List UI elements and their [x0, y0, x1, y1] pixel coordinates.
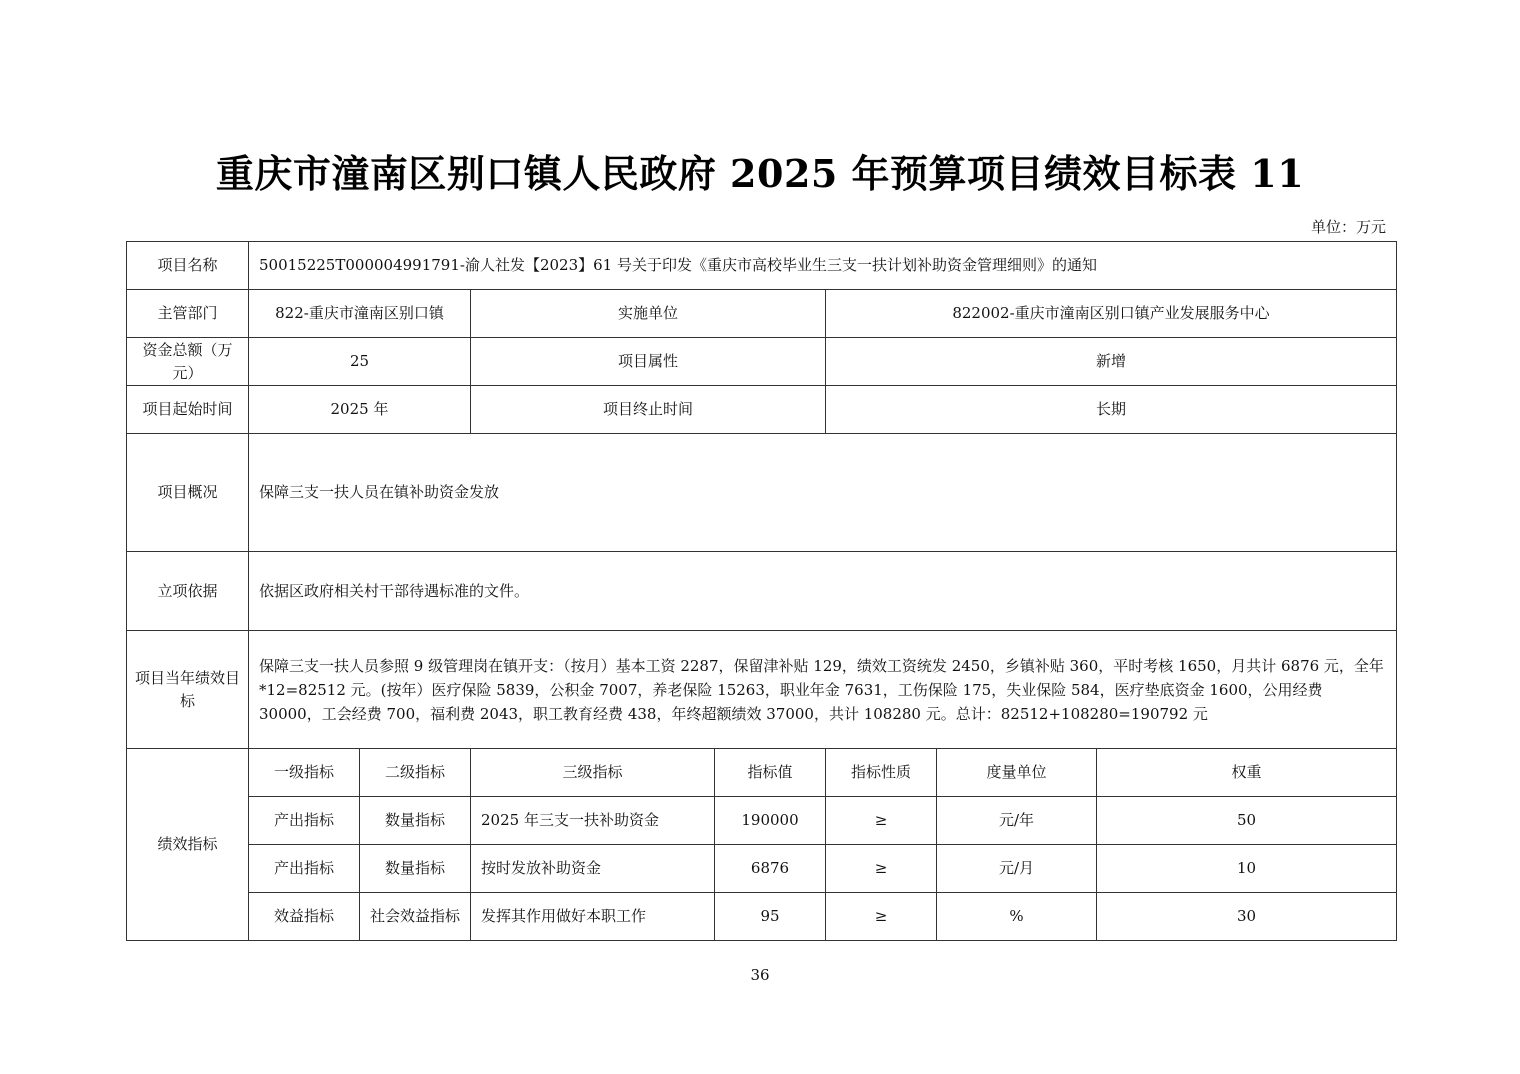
header-level1: 一级指标: [249, 749, 360, 797]
row-indicator-header: [127, 749, 1397, 797]
label-project-attribute: 项目属性: [471, 338, 826, 386]
cell-nature: ≥: [826, 845, 937, 893]
page-title: 重庆市潼南区别口镇人民政府 2025 年预算项目绩效目标表 11: [215, 151, 1305, 196]
cell-level3: 2025 年三支一扶补助资金: [471, 797, 715, 845]
row-fund: [127, 338, 1397, 386]
row-basis: [127, 552, 1397, 631]
cell-level1: 产出指标: [249, 845, 360, 893]
value-basis: 依据区政府相关村干部待遇标准的文件。: [249, 552, 1397, 631]
performance-target-table: [126, 241, 1397, 941]
value-end-time: 长期: [826, 386, 1397, 434]
label-annual-goal: 项目当年绩效目标: [127, 631, 249, 749]
cell-value: 6876: [715, 845, 826, 893]
value-project-attribute: 新增: [826, 338, 1397, 386]
unit-note: 单位：万元: [1310, 218, 1386, 236]
page-number: 36: [750, 966, 770, 984]
value-annual-goal: 保障三支一扶人员参照 9 级管理岗在镇开支：（按月）基本工资 2287，保留津补贴 129，绩效工资统发 2450，乡镇补贴 360，平时考核 1650，月共计 6876 元，全年*12=82512 元。(按年）医疗保险 5839，公积金 7007，养老保险 15263，职业年金 7631，工伤保险 175，失业保险 584，医疗垫底资金 1600，公用经费 30000，工会经费 700，福利费 2043，职工教育经费 438，年终超额绩效 37000，共计 108280 元。总计：82512+108280=190792 元: [249, 631, 1397, 749]
header-level3: 三级指标: [471, 749, 715, 797]
row-annual-goal: [127, 631, 1397, 749]
value-start-time: 2025 年: [249, 386, 471, 434]
cell-value: 95: [715, 893, 826, 941]
label-project-name: 项目名称: [127, 242, 249, 290]
value-fund-total: 25: [249, 338, 471, 386]
row-project-name: [127, 242, 1397, 290]
cell-level1: 产出指标: [249, 797, 360, 845]
header-nature: 指标性质: [826, 749, 937, 797]
cell-level2: 数量指标: [360, 797, 471, 845]
label-indicators: 绩效指标: [127, 749, 249, 941]
indicator-row: [127, 797, 1397, 845]
cell-unit: 元/月: [937, 845, 1097, 893]
label-fund-total: 资金总额（万元）: [127, 338, 249, 386]
value-department: 822-重庆市潼南区别口镇: [249, 290, 471, 338]
cell-weight: 50: [1097, 797, 1397, 845]
label-department: 主管部门: [127, 290, 249, 338]
cell-level3: 按时发放补助资金: [471, 845, 715, 893]
value-project-name: 50015225T000004991791-渝人社发【2023】61 号关于印发《重庆市高校毕业生三支一扶计划补助资金管理细则》的通知: [249, 242, 1397, 290]
label-end-time: 项目终止时间: [471, 386, 826, 434]
value-implementing-unit: 822002-重庆市潼南区别口镇产业发展服务中心: [826, 290, 1397, 338]
cell-level2: 数量指标: [360, 845, 471, 893]
row-overview: [127, 434, 1397, 552]
row-period: [127, 386, 1397, 434]
label-overview: 项目概况: [127, 434, 249, 552]
header-level2: 二级指标: [360, 749, 471, 797]
cell-level3: 发挥其作用做好本职工作: [471, 893, 715, 941]
row-department: [127, 290, 1397, 338]
cell-value: 190000: [715, 797, 826, 845]
indicator-row: [127, 845, 1397, 893]
header-value: 指标值: [715, 749, 826, 797]
label-start-time: 项目起始时间: [127, 386, 249, 434]
cell-unit: %: [937, 893, 1097, 941]
cell-weight: 30: [1097, 893, 1397, 941]
cell-nature: ≥: [826, 893, 937, 941]
header-unit: 度量单位: [937, 749, 1097, 797]
cell-nature: ≥: [826, 797, 937, 845]
cell-level1: 效益指标: [249, 893, 360, 941]
value-overview: 保障三支一扶人员在镇补助资金发放: [249, 434, 1397, 552]
indicator-row: [127, 893, 1397, 941]
cell-level2: 社会效益指标: [360, 893, 471, 941]
cell-unit: 元/年: [937, 797, 1097, 845]
header-weight: 权重: [1097, 749, 1397, 797]
label-basis: 立项依据: [127, 552, 249, 631]
cell-weight: 10: [1097, 845, 1397, 893]
label-implementing-unit: 实施单位: [471, 290, 826, 338]
